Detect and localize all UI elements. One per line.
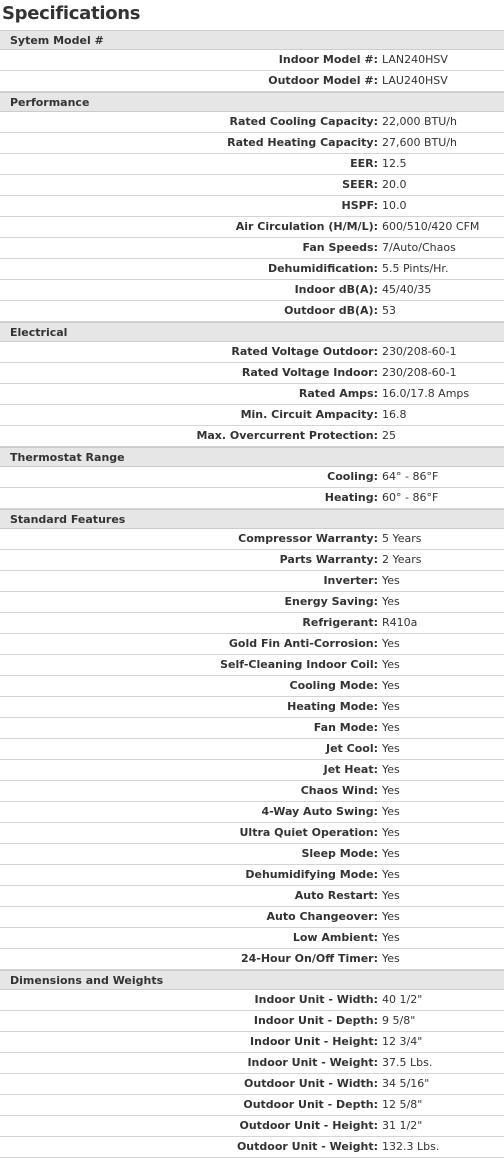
spec-row xyxy=(0,592,504,613)
spec-value: 27,600 BTU/h xyxy=(382,136,457,149)
spec-value: Yes xyxy=(382,952,400,965)
spec-label: Max. Overcurrent Protection: xyxy=(196,429,378,442)
spec-row xyxy=(0,175,504,196)
spec-row xyxy=(0,928,504,949)
spec-value: 12 3/4" xyxy=(382,1035,423,1048)
spec-value: 37.5 Lbs. xyxy=(382,1056,433,1069)
spec-row xyxy=(0,529,504,550)
spec-row xyxy=(0,844,504,865)
spec-label: Heating Mode: xyxy=(287,700,378,713)
spec-row xyxy=(0,133,504,154)
spec-label: Min. Circuit Ampacity: xyxy=(240,408,378,421)
spec-label: Jet Heat: xyxy=(323,763,378,776)
spec-label: Outdoor Unit - Width: xyxy=(244,1077,378,1090)
spec-row xyxy=(0,760,504,781)
spec-label: Refrigerant: xyxy=(302,616,378,629)
spec-row xyxy=(0,865,504,886)
spec-value: 53 xyxy=(382,304,396,317)
spec-value: 12 5/8" xyxy=(382,1098,423,1111)
spec-label: Auto Changeover: xyxy=(266,910,378,923)
spec-row xyxy=(0,655,504,676)
section-heading: Dimensions and Weights xyxy=(0,970,504,990)
spec-row xyxy=(0,1011,504,1032)
spec-label: Compressor Warranty: xyxy=(238,532,378,545)
specifications-table xyxy=(0,30,504,1158)
spec-row xyxy=(0,217,504,238)
spec-value: 12.5 xyxy=(382,157,407,170)
spec-row xyxy=(0,886,504,907)
spec-row xyxy=(0,112,504,133)
spec-label: Energy Saving: xyxy=(284,595,378,608)
spec-row xyxy=(0,426,504,447)
spec-label: Dehumidifying Mode: xyxy=(245,868,378,881)
spec-label: Jet Cool: xyxy=(326,742,378,755)
spec-row xyxy=(0,571,504,592)
spec-row xyxy=(0,467,504,488)
spec-value: Yes xyxy=(382,574,400,587)
spec-row xyxy=(0,259,504,280)
section-heading: Thermostat Range xyxy=(0,447,504,467)
spec-label: Indoor dB(A): xyxy=(294,283,378,296)
spec-value: 5.5 Pints/Hr. xyxy=(382,262,449,275)
spec-row xyxy=(0,196,504,217)
spec-value: Yes xyxy=(382,784,400,797)
spec-value: Yes xyxy=(382,658,400,671)
spec-value: 16.0/17.8 Amps xyxy=(382,387,470,400)
spec-label: Ultra Quiet Operation: xyxy=(239,826,378,839)
spec-row xyxy=(0,634,504,655)
spec-label: Air Circulation (H/M/L): xyxy=(235,220,378,233)
spec-value: Yes xyxy=(382,763,400,776)
spec-label: Outdoor Unit - Depth: xyxy=(243,1098,378,1111)
spec-label: Self-Cleaning Indoor Coil: xyxy=(220,658,378,671)
spec-label: 24-Hour On/Off Timer: xyxy=(240,952,378,965)
spec-label: Auto Restart: xyxy=(294,889,378,902)
spec-row xyxy=(0,676,504,697)
spec-value: 16.8 xyxy=(382,408,407,421)
spec-value: 7/Auto/Chaos xyxy=(382,241,456,254)
spec-row xyxy=(0,363,504,384)
spec-label: Rated Cooling Capacity: xyxy=(229,115,378,128)
spec-value: Yes xyxy=(382,595,400,608)
spec-label: Dehumidification: xyxy=(267,262,378,275)
spec-row xyxy=(0,384,504,405)
spec-label: Outdoor Unit - Weight: xyxy=(236,1140,378,1153)
spec-value: 40 1/2" xyxy=(382,993,423,1006)
spec-row xyxy=(0,718,504,739)
spec-row xyxy=(0,802,504,823)
section-heading: Sytem Model # xyxy=(0,30,504,50)
spec-value: 132.3 Lbs. xyxy=(382,1140,440,1153)
spec-row xyxy=(0,697,504,718)
spec-row xyxy=(0,613,504,634)
spec-value: 9 5/8" xyxy=(382,1014,416,1027)
spec-value: LAU240HSV xyxy=(382,74,448,87)
section-heading: Electrical xyxy=(0,322,504,342)
spec-value: Yes xyxy=(382,679,400,692)
spec-label: SEER: xyxy=(342,178,378,191)
spec-value: Yes xyxy=(382,637,400,650)
spec-label: Cooling Mode: xyxy=(289,679,378,692)
spec-value: Yes xyxy=(382,805,400,818)
spec-value: Yes xyxy=(382,910,400,923)
spec-row xyxy=(0,280,504,301)
spec-row xyxy=(0,907,504,928)
spec-label: Outdoor Model #: xyxy=(268,74,378,87)
spec-value: 64° - 86°F xyxy=(382,470,439,483)
spec-label: 4-Way Auto Swing: xyxy=(261,805,378,818)
spec-label: Rated Heating Capacity: xyxy=(227,136,378,149)
spec-label: Indoor Unit - Weight: xyxy=(247,1056,378,1069)
spec-label: Parts Warranty: xyxy=(279,553,378,566)
spec-row xyxy=(0,823,504,844)
spec-value: 60° - 86°F xyxy=(382,491,439,504)
spec-row xyxy=(0,1032,504,1053)
spec-value: 31 1/2" xyxy=(382,1119,423,1132)
section-heading: Performance xyxy=(0,92,504,112)
spec-row xyxy=(0,1074,504,1095)
spec-value: Yes xyxy=(382,700,400,713)
spec-label: Rated Amps: xyxy=(298,387,378,400)
spec-label: Rated Voltage Indoor: xyxy=(241,366,378,379)
spec-label: Indoor Model #: xyxy=(278,53,378,66)
spec-label: Fan Mode: xyxy=(313,721,378,734)
spec-value: 20.0 xyxy=(382,178,407,191)
spec-label: Low Ambient: xyxy=(292,931,378,944)
spec-value: Yes xyxy=(382,826,400,839)
spec-label: Gold Fin Anti-Corrosion: xyxy=(228,637,378,650)
spec-label: Inverter: xyxy=(323,574,378,587)
spec-value: 230/208-60-1 xyxy=(382,345,457,358)
spec-label: Chaos Wind: xyxy=(300,784,378,797)
spec-value: 2 Years xyxy=(382,553,422,566)
spec-row xyxy=(0,301,504,322)
spec-row xyxy=(0,342,504,363)
spec-row xyxy=(0,739,504,760)
spec-value: LAN240HSV xyxy=(382,53,448,66)
spec-label: HSPF: xyxy=(341,199,378,212)
spec-row xyxy=(0,781,504,802)
spec-row xyxy=(0,949,504,970)
spec-value: 25 xyxy=(382,429,396,442)
spec-row xyxy=(0,50,504,71)
spec-value: 600/510/420 CFM xyxy=(382,220,480,233)
spec-row xyxy=(0,1095,504,1116)
spec-label: Heating: xyxy=(324,491,378,504)
spec-value: Yes xyxy=(382,742,400,755)
spec-label: Cooling: xyxy=(327,470,378,483)
spec-row xyxy=(0,550,504,571)
spec-row xyxy=(0,488,504,509)
spec-label: Rated Voltage Outdoor: xyxy=(231,345,378,358)
spec-value: 34 5/16" xyxy=(382,1077,430,1090)
spec-label: Indoor Unit - Depth: xyxy=(253,1014,378,1027)
spec-row xyxy=(0,990,504,1011)
spec-label: Indoor Unit - Height: xyxy=(250,1035,378,1048)
spec-label: EER: xyxy=(350,157,378,170)
spec-value: R410a xyxy=(382,616,418,629)
spec-value: 10.0 xyxy=(382,199,407,212)
spec-value: 230/208-60-1 xyxy=(382,366,457,379)
spec-value: Yes xyxy=(382,868,400,881)
spec-value: 22,000 BTU/h xyxy=(382,115,457,128)
spec-value: Yes xyxy=(382,721,400,734)
spec-label: Fan Speeds: xyxy=(302,241,378,254)
spec-row xyxy=(0,1053,504,1074)
page-title: Specifications xyxy=(2,3,141,24)
spec-value: Yes xyxy=(382,889,400,902)
spec-row xyxy=(0,405,504,426)
spec-value: Yes xyxy=(382,931,400,944)
spec-value: Yes xyxy=(382,847,400,860)
spec-row xyxy=(0,71,504,92)
spec-label: Sleep Mode: xyxy=(301,847,378,860)
spec-row xyxy=(0,1137,504,1158)
spec-label: Outdoor dB(A): xyxy=(284,304,378,317)
section-heading: Standard Features xyxy=(0,509,504,529)
spec-value: 5 Years xyxy=(382,532,422,545)
spec-value: 45/40/35 xyxy=(382,283,432,296)
spec-row xyxy=(0,1116,504,1137)
spec-row xyxy=(0,238,504,259)
spec-label: Outdoor Unit - Height: xyxy=(239,1119,378,1132)
spec-row xyxy=(0,154,504,175)
spec-label: Indoor Unit - Width: xyxy=(254,993,378,1006)
